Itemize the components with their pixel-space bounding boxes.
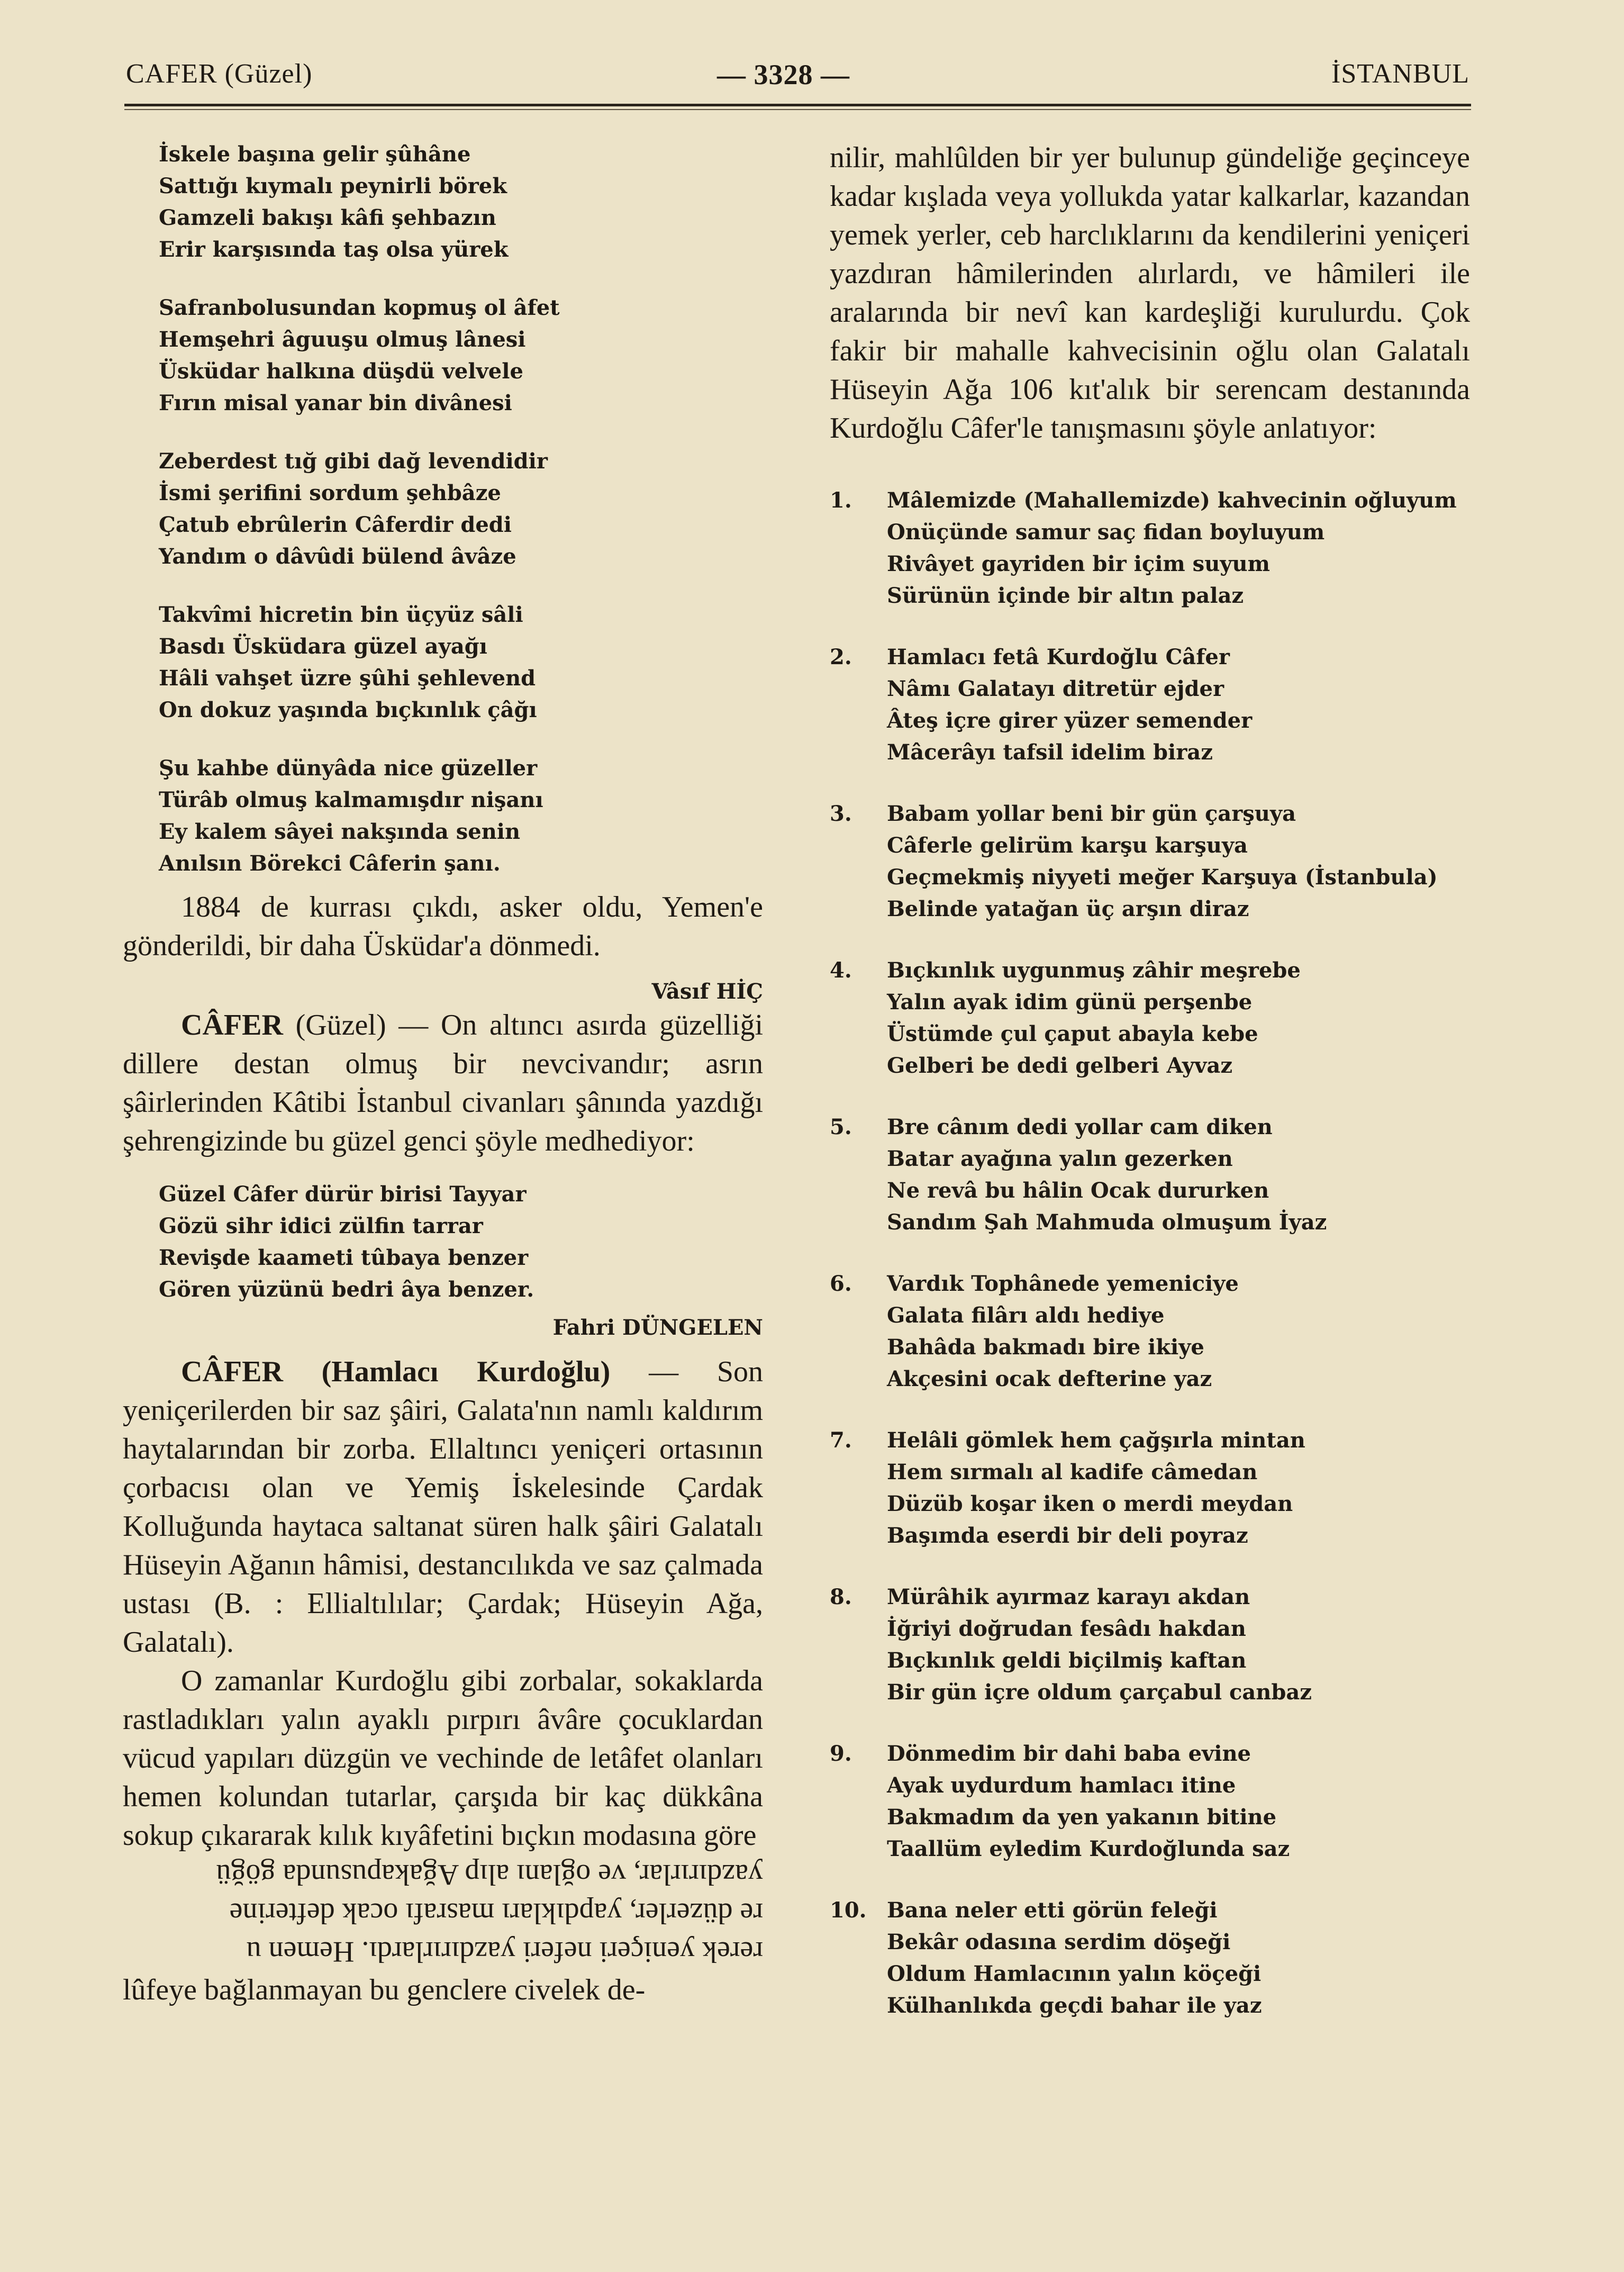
numbered-stanza xyxy=(830,641,1470,768)
verse-line: Üsküdar halkına düşdü velvele xyxy=(159,359,523,384)
verse-line: Âteş içre girer yüzer semender xyxy=(887,708,1253,733)
verse-line: Bakmadım da yen yakanın bitine xyxy=(887,1805,1277,1830)
verse-line: Fırın misal yanar bin divânesi xyxy=(159,391,512,415)
entry-heading: CÂFER (Hamlacı Kurdoğlu) xyxy=(181,1355,611,1388)
stanza-number: 10. xyxy=(830,1898,867,1923)
stanza-lines xyxy=(887,1425,1470,1552)
verse-line: Düzüb koşar iken o merdi meydan xyxy=(887,1491,1293,1516)
upside-down-line: re düzerler, yapdıkları masrafı ocak defterine xyxy=(229,1897,763,1930)
left-column xyxy=(123,139,763,2010)
verse-line: Hem sırmalı al kadife câmedan xyxy=(887,1460,1258,1485)
verse-line: Türâb olmuş kalmamışdır nişanı xyxy=(159,787,543,812)
verse-line: Sürünün içinde bir altın palaz xyxy=(887,583,1244,608)
verse-line: Sattığı kıymalı peynirli börek xyxy=(159,174,507,198)
paragraph-text: O zamanlar Kurdoğlu gibi zorbalar, sokaklarda rastladıkları yalın ayaklı pırpırı âvâre çocuklardan vücud yapıları düzgün ve vechinde de letâfet olanları hemen kolundan tutarlar, çarşıda bir kaç dükkâna sokup çıkararak kılık kıyâfetini bıçkın modasına göre xyxy=(123,1664,763,1852)
numbered-stanza xyxy=(830,798,1470,925)
numbered-stanza xyxy=(830,1425,1470,1552)
verse-line: Mâlemizde (Mahallemizde) kahvecinin oğluyum xyxy=(887,488,1457,513)
stanza-number: 4. xyxy=(830,958,852,983)
verse-line: Ne revâ bu hâlin Ocak dururken xyxy=(887,1178,1269,1203)
verse-line: Dönmedim bir dahi baba evine xyxy=(887,1741,1251,1766)
paragraph-intro: nilir, mahlûlden bir yer bulunup gündeliğe geçinceye kadar kışlada veya yollukda yatar kalkarlar, kazandan yemek yerler, ceb harclıklarını da kendilerini yeniçeri yazdıran hâmilerinden alırlardı, ve hâmileri ile aralarında bir nevî kan kardeşliği kurulurdu. Çok fakir bir mahalle kahvecisinin oğlu olan Galatalı Hüseyin Ağa 106 kıt'alık bir serencam destanında Kurdoğlu Câfer'le tanışmasını şöyle anlatıyor: xyxy=(830,141,1470,445)
paragraph-yemen xyxy=(123,888,763,965)
verse-line: Gamzeli bakışı kâfi şehbazın xyxy=(159,205,496,230)
page-number: — 3328 — xyxy=(717,59,850,90)
stanza-number: 7. xyxy=(830,1428,852,1453)
verse-line: Üstümde çul çaput abayla kebe xyxy=(887,1021,1258,1046)
verse-line: İsmi şerifini sordum şehbâze xyxy=(159,481,501,505)
verse-line: Câferle gelirüm karşu karşuya xyxy=(887,833,1248,858)
stanza-number: 6. xyxy=(830,1271,852,1296)
verse-line: Galata filârı aldı hediye xyxy=(887,1303,1165,1328)
verse-line: Onüçünde samur saç fidan boyluyum xyxy=(887,520,1325,545)
paragraph-text: 1884 de kurrası çıkdı, asker oldu, Yemen'e gönderildi, bir daha Üsküdar'a dönmedi. xyxy=(123,891,763,962)
verse-line: Güzel Câfer dürür birisi Tayyar xyxy=(159,1182,527,1207)
verse-line: Gören yüzünü bedri âya benzer. xyxy=(159,1277,534,1302)
stanza-lines xyxy=(887,798,1470,925)
right-column xyxy=(830,139,1470,2051)
verse-line: Bıçkınlık uygunmuş zâhir meşrebe xyxy=(887,958,1301,983)
verse-line: Babam yollar beni bir gün çarşuya xyxy=(887,801,1296,826)
verse-line: Oldum Hamlacının yalın köçeği xyxy=(887,1961,1262,1986)
paragraph-zorbalar xyxy=(123,1662,763,1855)
verse-line: Hâli vahşet üzre şûhi şehlevend xyxy=(159,666,536,691)
verse-line: Helâli gömlek hem çağşırla mintan xyxy=(887,1428,1305,1453)
stanza-lines xyxy=(887,955,1470,1082)
verse-line: Anılsın Börekci Câferin şanı. xyxy=(159,851,501,876)
verse-line: Bekâr odasına serdim döşeği xyxy=(887,1930,1231,1954)
verse-line: Vardık Tophânede yemeniciye xyxy=(887,1271,1239,1296)
numbered-stanza xyxy=(830,1738,1470,1865)
verse-line: İskele başına gelir şûhâne xyxy=(159,142,471,167)
verse-line: Bana neler etti görün feleği xyxy=(887,1898,1218,1923)
verse-line: Mürâhik ayırmaz karayı akdan xyxy=(887,1585,1250,1609)
verse-line: Külhanlıkda geçdi bahar ile yaz xyxy=(887,1993,1262,2018)
verse-line: Akçesini ocak defterine yaz xyxy=(887,1366,1212,1391)
entry-heading-qualifier: (Güzel) xyxy=(295,1009,386,1042)
verse-line: On dokuz yaşında bıçkınlık çâğı xyxy=(159,698,537,722)
poem-stanza xyxy=(159,446,763,573)
poem-stanza xyxy=(159,292,763,419)
stanza-lines xyxy=(887,641,1470,768)
stanza-number: 3. xyxy=(830,801,852,826)
verse-line: Bir gün içre oldum çarçabul canbaz xyxy=(887,1680,1312,1705)
stanza-number: 5. xyxy=(830,1115,852,1139)
verse-line: Bahâda bakmadı bire ikiye xyxy=(887,1335,1204,1360)
author-signature: Fahri DÜNGELEN xyxy=(552,1315,763,1340)
numbered-stanza xyxy=(830,1895,1470,2022)
verse-line: Mâcerâyı tafsil idelim biraz xyxy=(887,740,1213,765)
poem-stanza xyxy=(159,1179,763,1306)
verse-line: Takvîmi hicretin bin üçyüz sâli xyxy=(159,602,523,627)
numbered-stanza xyxy=(830,1581,1470,1708)
verse-line: Sandım Şah Mahmuda olmuşum İyaz xyxy=(887,1210,1327,1235)
verse-line: Belinde yatağan üç arşın diraz xyxy=(887,897,1249,921)
numbered-stanza xyxy=(830,1268,1470,1395)
entry-cafer-guzel xyxy=(123,1006,763,1161)
numbered-destan-stanzas xyxy=(830,485,1470,2022)
poem-stanza xyxy=(159,599,763,726)
upside-down-line: yazdırırlar, ve oğlanı alıp Ağakapusunda göğü xyxy=(216,1858,763,1891)
upside-down-line: rerek yeniçeri neferi yazdırırlardı. Hemen u xyxy=(246,1935,763,1968)
header-volume-title: İSTANBUL xyxy=(1331,59,1469,89)
header-rule xyxy=(124,104,1471,106)
verse-line: Gelberi be dedi gelberi Ayvaz xyxy=(887,1053,1233,1078)
verse-line: Çatub ebrûlerin Câferdir dedi xyxy=(159,512,512,537)
verse-line: Başımda eserdi bir deli poyraz xyxy=(887,1523,1248,1548)
verse-line: Geçmekmiş niyyeti meğer Karşuya (İstanbula) xyxy=(887,865,1438,890)
stanza-number: 9. xyxy=(830,1741,852,1766)
verse-line: Rivâyet gayriden bir içim suyum xyxy=(887,551,1270,576)
verse-line: Gözü sihr idici zülfin tarrar xyxy=(159,1214,483,1238)
header-entry-title: CAFER (Güzel) xyxy=(126,59,313,89)
stanza-lines xyxy=(887,1268,1470,1395)
verse-line: Hemşehri âguuşu olmuş lânesi xyxy=(159,327,526,352)
verse-line: Basdı Üsküdara güzel ayağı xyxy=(159,634,487,659)
entry-cafer-hamlaci xyxy=(123,1353,763,1662)
verse-line: Yalın ayak idim günü perşenbe xyxy=(887,990,1253,1015)
poem-stanzas xyxy=(123,139,763,880)
stanza-lines xyxy=(887,1111,1470,1238)
verse-line: Hamlacı fetâ Kurdoğlu Câfer xyxy=(887,645,1230,669)
verse-line: Bre cânım dedi yollar cam diken xyxy=(887,1115,1273,1139)
entry-text: — Son yeniçerilerden bir saz şâiri, Galata'nın namlı kaldırım haytalarından bir zorba. Ellaltıncı yeniçeri ortasının çorbacısı olan ve Yemiş İskelesinde Çardak Kolluğunda haytaca saltanat süren halk şâiri Galatalı Hüseyin Ağanın hâmisi, destancılıkda ve saz çalmada ustası (B. : Ellialtılılar; Çardak; Hüseyin Ağa, Galatalı). xyxy=(123,1355,763,1659)
numbered-stanza xyxy=(830,1111,1470,1238)
verse-line: Bıçkınlık geldi biçilmiş kaftan xyxy=(887,1648,1247,1673)
verse-line: Taallüm eyledim Kurdoğlunda saz xyxy=(887,1836,1290,1861)
verse-line: İğriyi doğrudan fesâdı hakdan xyxy=(887,1616,1246,1641)
author-signature: Vâsıf HİÇ xyxy=(651,979,763,1004)
poem-stanza xyxy=(159,753,763,880)
verse-line: Nâmı Galatayı ditretür ejder xyxy=(887,676,1224,701)
numbered-stanza xyxy=(830,955,1470,1082)
upside-down-print-lines xyxy=(123,1855,763,1971)
stanza-lines xyxy=(887,1581,1470,1708)
numbered-stanza xyxy=(830,485,1470,612)
stanza-lines xyxy=(887,1738,1470,1865)
poem-stanza xyxy=(159,139,763,266)
verse-line: Batar ayağına yalın gezerken xyxy=(887,1146,1233,1171)
stanza-lines xyxy=(887,485,1470,612)
verse-line: Yandım o dâvûdi bülend âvâze xyxy=(159,544,516,569)
verse-line: Şu kahbe dünyâda nice güzeller xyxy=(159,756,538,781)
entry-text: — On altıncı asırda güzelliği dillere destan olmuş bir nevcivandır; asrın şâirlerinden Kâtibi İstanbul civanları şânında yazdığı şehrengizinde bu güzel genci şöyle medhediyor: xyxy=(123,1009,764,1157)
verse-line: Erir karşısında taş olsa yürek xyxy=(159,237,509,262)
verse-line: Zeberdest tığ gibi dağ levendidir xyxy=(159,449,548,474)
stanza-number: 8. xyxy=(830,1585,852,1609)
entry-heading: CÂFER xyxy=(181,1009,283,1042)
verse-line: Revişde kaameti tûbaya benzer xyxy=(159,1245,529,1270)
header-rule-thin xyxy=(124,109,1471,110)
verse-line: Safranbolusundan kopmuş ol âfet xyxy=(159,295,560,320)
verse-line: Ayak uydurdum hamlacı itine xyxy=(887,1773,1236,1798)
verse-line: Ey kalem sâyei nakşında senin xyxy=(159,819,521,844)
stanza-lines xyxy=(887,1895,1470,2022)
stanza-number: 1. xyxy=(830,488,852,513)
paragraph-last-line: lûfeye bağlanmayan bu genclere civelek de- xyxy=(123,1974,646,2006)
stanza-number: 2. xyxy=(830,645,852,669)
